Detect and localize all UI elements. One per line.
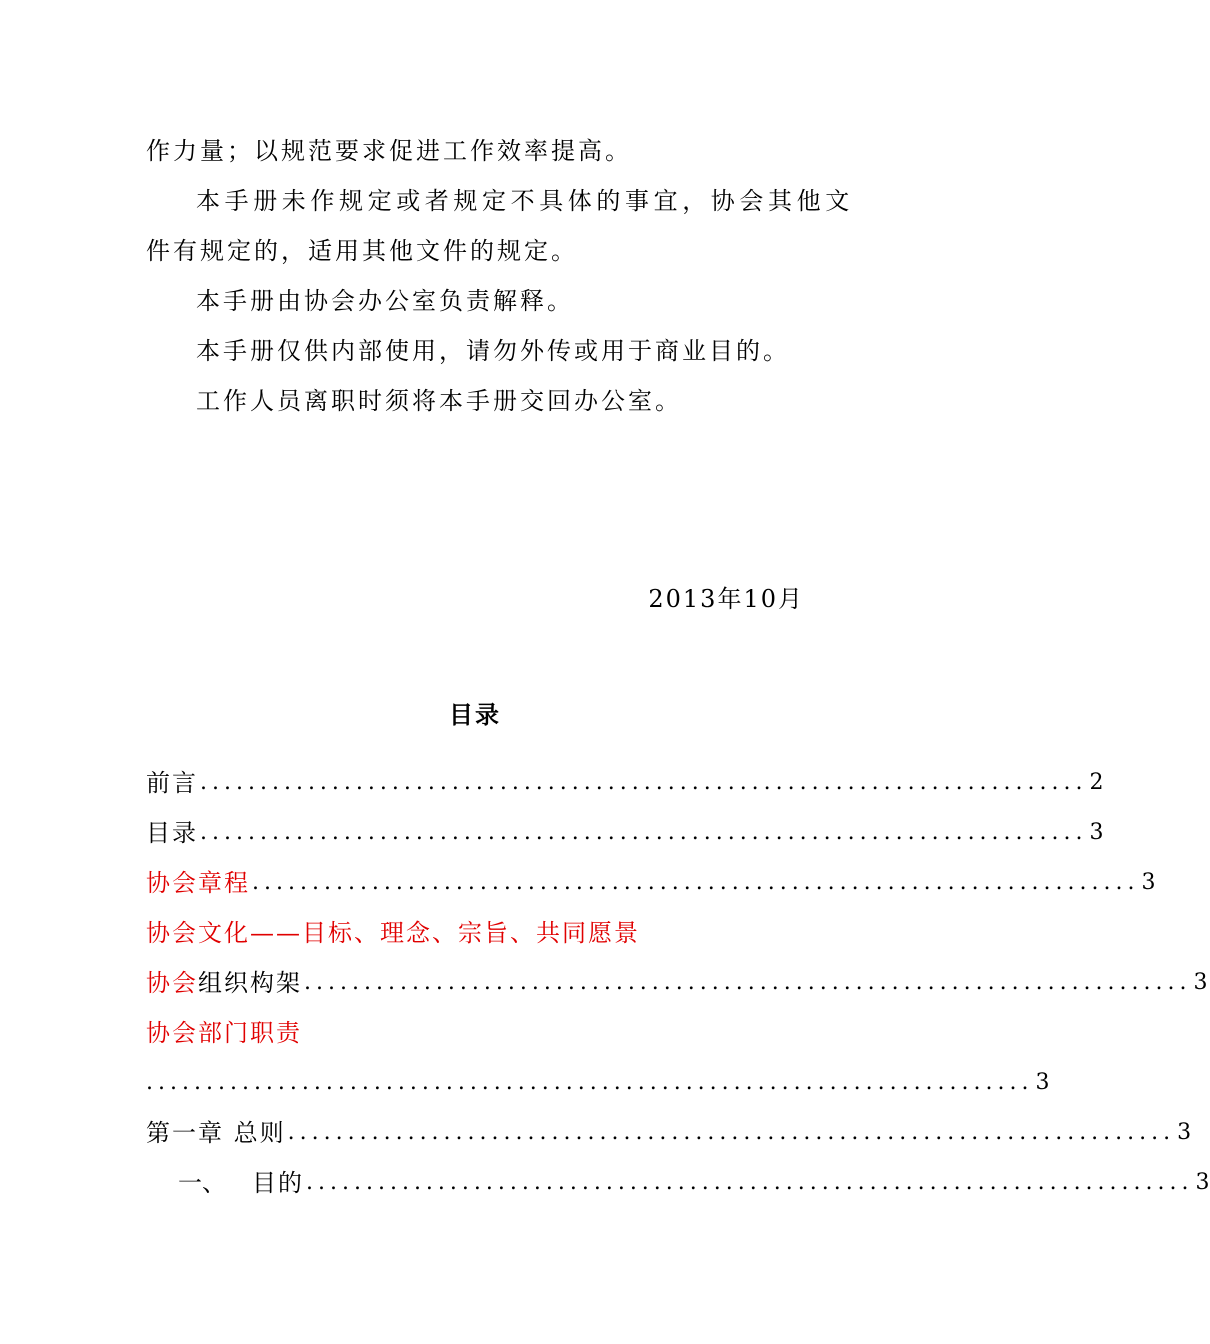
toc-entry-page: 3: [1195, 1170, 1210, 1195]
toc-leader-dots: ..........................................................................: [306, 1170, 1194, 1195]
preface-line-1: 作力量；以规范要求促进工作效率提高。: [146, 137, 632, 165]
preface-line-3: 件有规定的，适用其他文件的规定。: [146, 237, 578, 265]
toc-entry-label: 协会章程: [146, 869, 250, 897]
toc-entry-page: 3: [1141, 870, 1156, 895]
toc-entry[interactable]: [146, 918, 806, 948]
toc-entry-label: 协会部门职责: [146, 1019, 302, 1047]
preface-line-2: 本手册未作规定或者规定不具体的事宜，协会其他文: [196, 187, 854, 215]
toc-entry-page: 3: [1193, 970, 1208, 995]
toc-entry[interactable]: [146, 1118, 1192, 1148]
toc-title: 目录: [449, 700, 501, 729]
preface-line-6: 工作人员离职时须将本手册交回办公室。: [196, 387, 682, 415]
toc-entry-label: 第一章 总则: [146, 1119, 286, 1147]
toc-entry-page: 3: [1035, 1070, 1050, 1095]
toc-entry[interactable]: [146, 868, 1156, 898]
preface-line-4: 本手册由协会办公室负责解释。: [196, 287, 574, 315]
toc-entry-page: 3: [1177, 1120, 1192, 1145]
toc-entry[interactable]: [146, 968, 1208, 998]
toc-entry[interactable]: [146, 818, 1104, 848]
toc-entry[interactable]: [146, 1018, 806, 1048]
toc-entry[interactable]: [146, 768, 1104, 798]
toc-entry-label: [146, 968, 302, 998]
toc-entry-label: 目录: [146, 819, 198, 847]
toc-leader-dots: ..........................................................................: [200, 770, 1088, 795]
toc-entry-label: 前言: [146, 769, 198, 797]
toc-entry-page: 2: [1089, 770, 1104, 795]
toc-leader-dots: ..........................................................................: [304, 970, 1192, 995]
toc-entry-label-rest: 组织构架: [198, 969, 302, 997]
toc-entry-label-highlight: 协会: [146, 969, 198, 997]
toc-leader-dots: ..........................................................................: [252, 870, 1140, 895]
toc-entry-label: 目的: [252, 1169, 304, 1197]
toc-leader-dots: ..........................................................................: [200, 820, 1088, 845]
toc-entry[interactable]: [146, 1068, 1050, 1098]
preface-line-5: 本手册仅供内部使用，请勿外传或用于商业目的。: [196, 337, 790, 365]
toc-entry-page: 3: [1089, 820, 1104, 845]
toc-entry-number: 一、: [178, 1169, 226, 1197]
toc-leader-dots: ..........................................................................: [287, 1120, 1176, 1145]
toc-leader-dots: ..........................................................................: [146, 1070, 1034, 1095]
toc-entry[interactable]: [178, 1168, 1210, 1198]
preface-date: 2013年10月: [648, 585, 804, 613]
toc-entry-label: 协会文化——目标、理念、宗旨、共同愿景: [146, 919, 640, 947]
